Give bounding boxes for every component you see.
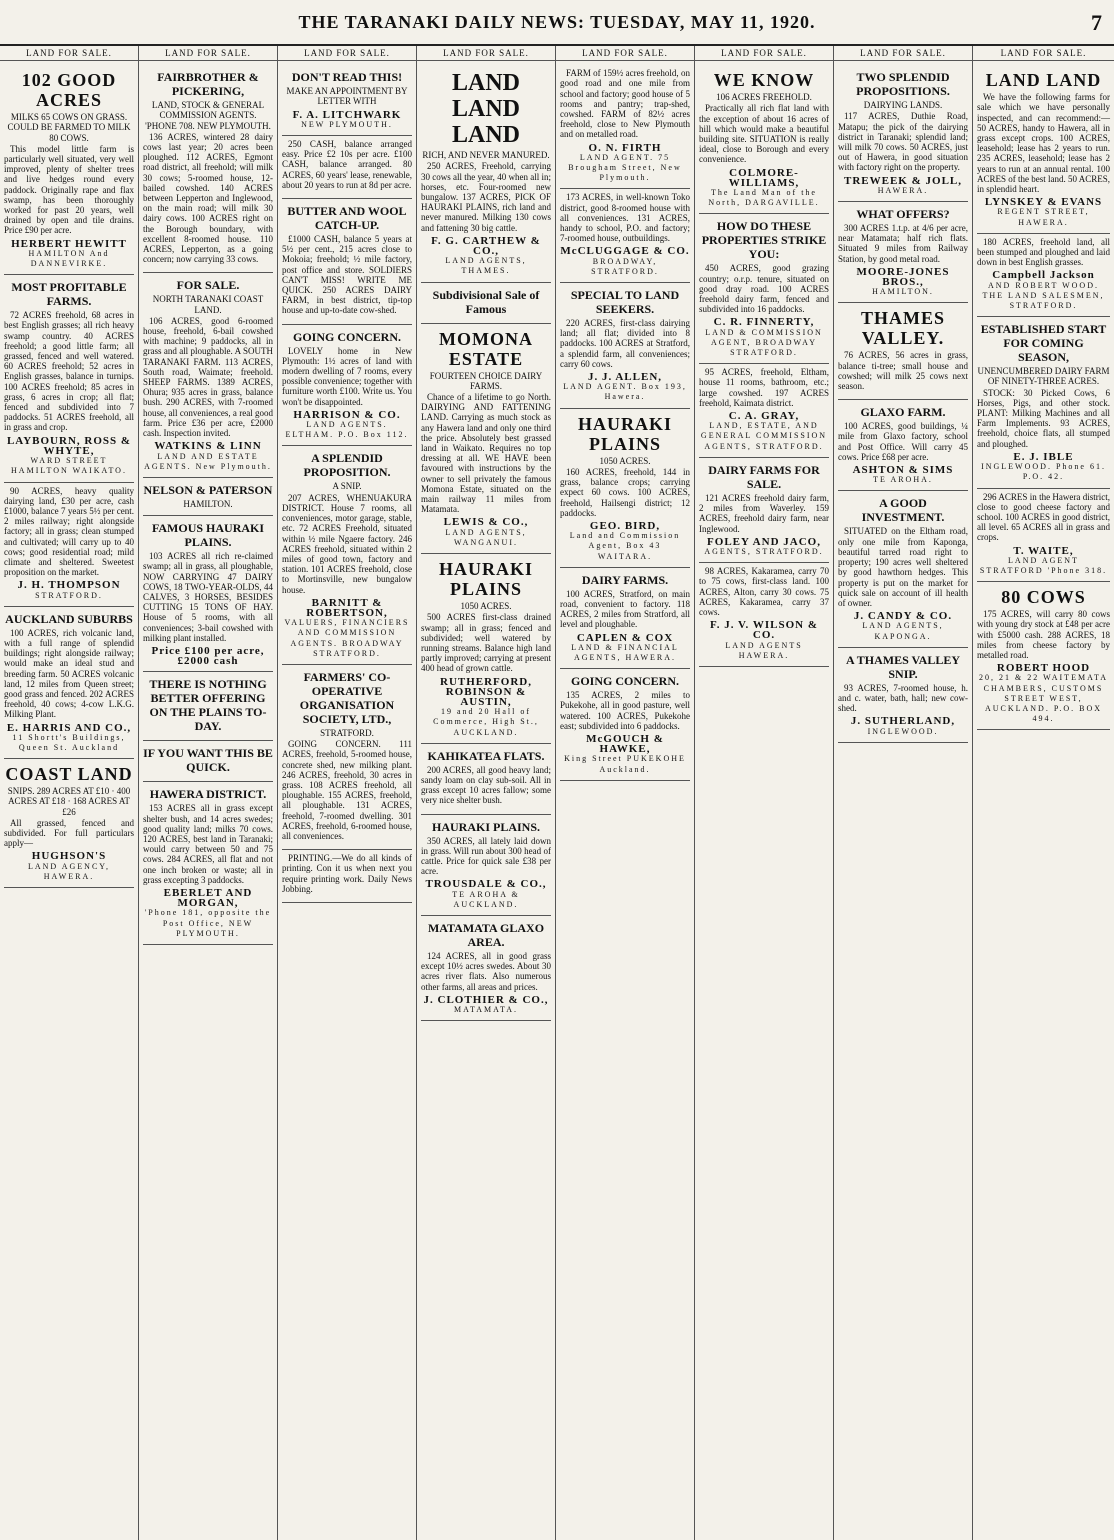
classified-ad bbox=[143, 782, 273, 945]
ad-location: The Land Man of the North, DARGAVILLE. bbox=[708, 188, 820, 208]
ad-title: FOR SALE. bbox=[176, 278, 240, 293]
column-8 bbox=[973, 46, 1114, 1540]
ad-agent: E. J. IBLE bbox=[1013, 450, 1074, 463]
ad-agent: HARRISON & CO. bbox=[293, 408, 401, 421]
ad-agent: HERBERT HEWITT bbox=[11, 237, 127, 250]
ad-body: 160 ACRES, freehold, 144 in grass, balance crops; carrying expect 60 cows. 100 ACRES, freehold, Hailsengi district; 12 paddocks. bbox=[560, 466, 690, 518]
ad-title: ESTABLISHED START FOR COMING SEASON, bbox=[980, 322, 1107, 365]
classified-ad bbox=[421, 283, 551, 324]
column-heading: LAND FOR SALE. bbox=[834, 46, 972, 61]
column-heading: LAND FOR SALE. bbox=[695, 46, 833, 61]
ad-body: 250 CASH, balance arranged easy. Price £2 10s per acre. £100 CASH, balance arranged. 80 ACRES, 60 years' lease, renewable, about 20 years to run at 8d per acre. bbox=[282, 139, 412, 190]
ad-title: HAURAKI PLAINS. bbox=[431, 819, 540, 834]
classified-ad bbox=[560, 65, 690, 189]
ad-agent: J. H. THOMPSON bbox=[17, 579, 121, 592]
column-6 bbox=[695, 46, 834, 1540]
classified-ad bbox=[838, 648, 968, 743]
ad-title: A SPLENDID PROPOSITION. bbox=[303, 451, 391, 480]
ad-agent: EBERLET AND MORGAN, bbox=[163, 886, 253, 910]
ad-title: HOW DO THESE PROPERTIES STRIKE YOU: bbox=[701, 219, 827, 262]
classified-ad bbox=[143, 478, 273, 516]
classified-ad bbox=[699, 364, 829, 458]
ad-subtitle: 1050 ACRES. bbox=[460, 601, 512, 612]
ad-location: MATAMATA. bbox=[453, 1004, 519, 1014]
classified-ad bbox=[838, 400, 968, 491]
ad-body: 350 ACRES, all lately laid down in grass. Will run about 300 head of cattle. Price for quick sale £38 per acre. bbox=[421, 835, 551, 877]
ad-title: HAURAKI PLAINS bbox=[438, 559, 533, 600]
ad-subtitle: RICH, AND NEVER MANURED. bbox=[422, 150, 550, 161]
classified-ad bbox=[699, 563, 829, 667]
ad-agent: WATKINS & LINN bbox=[154, 440, 262, 453]
classified-ad bbox=[699, 214, 829, 364]
classified-ad bbox=[838, 202, 968, 303]
ad-body: 98 ACRES, Kakaramea, carry 70 to 75 cows, first-class land. 100 ACRES, Alton, carry 30 cows. 75 ACRES, Kakaramea, carry 37 cows. bbox=[699, 566, 829, 617]
ad-body: 200 ACRES, all good heavy land; sandy loam on clay sub-soil. All in grass except 10 acres fallow; some very nice shelter bush. bbox=[421, 764, 551, 806]
column-heading: LAND FOR SALE. bbox=[417, 46, 555, 61]
ad-agent: MOORE-JONES BROS., bbox=[856, 265, 950, 289]
ad-location: King Street PUKEKOHE Auckland. bbox=[564, 754, 686, 774]
classified-ad bbox=[143, 273, 273, 477]
ad-title: FARMERS' CO-OPERATIVE ORGANISATION SOCIETY, LTD., bbox=[299, 669, 395, 726]
classified-ad bbox=[4, 65, 134, 275]
ad-subtitle: 1050 ACRES. bbox=[599, 455, 651, 466]
ad-location: LAND AGENTS, THAMES. bbox=[445, 256, 527, 276]
ad-title: TWO SPLENDID PROPOSITIONS. bbox=[856, 70, 950, 99]
ad-body: 450 ACRES, good grazing country; o.r.p. tenure, situated on good dray road. 100 ACRES freehold dairy farm, fenced and subdivided into 16 paddocks. bbox=[699, 263, 829, 315]
ad-body: 103 ACRES all rich re-claimed swamp; all in grass, all ploughable, NOW CARRYING 47 DAIRY COWS, 18 TWO-YEAR-OLDS, 44 CALVES, 3 HORSES, BESIDES CUTTING 15 TONS OF HAY. House of 5 rooms, with all conveniences; 3-bail cowshed with milking plant installed. bbox=[143, 551, 273, 643]
column-2 bbox=[139, 46, 278, 1540]
ad-location: HAMILTON And DANNEVIRKE. bbox=[28, 248, 110, 269]
ad-title: WHAT OFFERS? bbox=[856, 207, 950, 222]
ad-agent: LAYBOURN, ROSS & WHYTE, bbox=[6, 434, 132, 457]
ad-agent: Campbell Jackson bbox=[992, 269, 1095, 282]
classified-ad bbox=[421, 815, 551, 916]
ad-body: GOING CONCERN. 111 ACRES, freehold, 5-roomed house, concrete shed, new milking plant. 246 ACRES, freehold, 30 acres in grass. 108 ACRES freehold, all ploughable. 155 ACRES, freehold, all ploughable. 131 ACRES, freehold, 7-roomed dwelling. 301 ACRES, freehold, 6-roomed house, all conveniences. bbox=[282, 739, 412, 841]
ad-title: BUTTER AND WOOL CATCH-UP. bbox=[287, 204, 407, 233]
classified-ad bbox=[421, 554, 551, 744]
ad-agent: C. R. FINNERTY, bbox=[713, 316, 815, 329]
classified-ad bbox=[143, 741, 273, 782]
ad-body: 173 ACRES, in well-known Toko district, good 8-roomed house with all conveniences. 131 ACRES, handy to school, P.O. and factory; 7-roomed house, outbuildings. bbox=[560, 192, 690, 244]
ad-location: LAND & FINANCIAL AGENTS, HAWERA. bbox=[571, 642, 679, 662]
ad-agent: F. J. V. WILSON & CO. bbox=[710, 619, 818, 642]
ad-agent: O. N. FIRTH bbox=[588, 141, 662, 154]
ad-body: 250 ACRES, Freehold, carrying 30 cows all the year, 40 when all in; horses, etc. Four-roomed new bungalow. 137 ACRES, PICK OF HAURAKI PLAINS, rich land and never manured. Milking 130 cows and fattening 30 big cattle. bbox=[421, 161, 551, 233]
ad-subtitle: A SNIP. bbox=[332, 481, 362, 492]
classified-ad bbox=[282, 136, 412, 199]
ad-location: TE AROHA. bbox=[873, 475, 933, 485]
ad-body: SITUATED on the Eltham road, only one mile from Kaponga, beautiful tarred road right to property; 190 acres well sheltered by good hawthorn hedges. This property is put on the market for quick sale on account of ill health of owner. bbox=[838, 526, 968, 608]
ad-agent: E. HARRIS AND CO., bbox=[6, 721, 132, 734]
page-title: THE TARANAKI DAILY NEWS: TUESDAY, MAY 11, 1920. bbox=[298, 12, 816, 32]
ad-title: DAIRY FARMS FOR SALE. bbox=[708, 462, 820, 491]
ad-location: TE AROHA & AUCKLAND. bbox=[452, 889, 520, 909]
ad-body: 300 ACRES 1.t.p. at 4/6 per acre, near Matamata; half rich flats. Situated 9 miles from Railway Station, by good metal road. bbox=[838, 223, 968, 264]
ad-agent: LEWIS & CO., bbox=[443, 516, 529, 529]
classified-ad bbox=[560, 669, 690, 781]
ad-location: STRATFORD. bbox=[35, 590, 103, 600]
ad-title: WE KNOW bbox=[713, 70, 815, 91]
ad-agent: J. SUTHERLAND, bbox=[850, 715, 956, 728]
ad-title: GOING CONCERN. bbox=[570, 674, 679, 689]
ad-location: LAND AGENTS. ELTHAM. P.O. Box 112. bbox=[285, 420, 409, 440]
ad-subtitle: HAMILTON. bbox=[183, 498, 233, 509]
column-heading: LAND FOR SALE. bbox=[556, 46, 694, 61]
ad-location: INGLEWOOD. bbox=[867, 726, 939, 736]
classified-ad bbox=[560, 409, 690, 568]
ad-title: A THAMES VALLEY SNIP. bbox=[845, 652, 961, 681]
ad-subtitle: SNIPS. 289 ACRES AT £10 · 400 ACRES AT £18 · 168 ACRES AT £26 bbox=[7, 786, 131, 817]
ad-title: HAURAKI PLAINS bbox=[577, 413, 672, 454]
ad-location: HAMILTON. bbox=[872, 287, 934, 297]
ad-body: Chance of a lifetime to go North. DAIRYING AND FATTENING LAND. Carrying as much stock as any Hawera land and only one third the price. Absolutely best grassed land in Waikato. Requires no top dressing at all. WE HAVE been favoured with instructions by the owner to sell privately the famous Momona Estate, situated on the main railway 11 miles from Matamata. bbox=[421, 392, 551, 515]
ad-agent: LYNSKEY & EVANS bbox=[984, 196, 1103, 209]
ad-title: Subdivisional Sale of Famous bbox=[432, 287, 540, 316]
ad-title: MOMONA ESTATE bbox=[439, 328, 533, 369]
classified-ad bbox=[421, 324, 551, 554]
ad-agent: ROBERT HOOD bbox=[996, 662, 1091, 675]
ad-title: KAHIKATEA FLATS. bbox=[427, 748, 545, 763]
ad-subtitle: UNENCUMBERED DAIRY FARM OF NINETY-THREE ACRES. bbox=[977, 366, 1110, 387]
classified-ad bbox=[560, 189, 690, 283]
ad-body: All grassed, fenced and subdivided. For full particulars apply— bbox=[4, 817, 134, 849]
column-heading: LAND FOR SALE. bbox=[973, 46, 1114, 61]
classified-ad bbox=[4, 275, 134, 482]
ad-body: STOCK: 30 Picked Cows, 6 Horses, Pigs, and other stock. PLANT: Milking Machines and all Farm Implements. 93 ACRES, freehold, choice flats, all stumped and ploughed. bbox=[977, 387, 1110, 449]
ad-title: THAMES VALLEY. bbox=[860, 308, 945, 349]
ad-location: 19 and 20 Hall of Commerce, High St., AUCKLAND. bbox=[433, 707, 539, 737]
ad-body: 106 ACRES, good 6-roomed house, freehold, 6-bail cowshed with machine; 9 paddocks, all in grass and all ploughable. A SOUTH TARANAKI FARM. 113 ACRES, South road, Waimate; freehold. SHEEP FARMS. 1389 ACRES, Ohura; 935 acres in grass, balance bush. 290 ACRES, with 7-roomed house, all conveniences, a real good farm. Price £36 per acre, £2000 cash. Inspection invited. bbox=[143, 315, 273, 439]
ad-subtitle: 106 ACRES FREEHOLD. bbox=[716, 92, 812, 103]
ad-body: 90 ACRES, heavy quality dairying land, £30 per acre, cash £1000, balance 7 years 5½ per cent. 2 miles railway; right alongside factory; all in grass; clean stumped and cultivated; will carry up to 40 cows; good residential road; mild climate and sheltered. Sweetest proposition on the market. bbox=[4, 485, 134, 578]
ad-location: BROADWAY, STRATFORD. bbox=[591, 256, 659, 276]
ad-location: AGENTS, STRATFORD. bbox=[704, 546, 824, 556]
ad-location: LAND & COMMISSION AGENT, BROADWAY STRATFORD. bbox=[705, 327, 823, 358]
ad-agent: J. CANDY & CO. bbox=[853, 610, 953, 623]
classified-ad bbox=[143, 65, 273, 273]
ad-title: MOST PROFITABLE FARMS. bbox=[11, 280, 127, 309]
ad-agent: McCLUGGAGE & CO. bbox=[560, 245, 690, 258]
classified-ad bbox=[560, 568, 690, 669]
ad-body: LOVELY home in New Plymouth: 1½ acres of land with modern dwelling of 7 rooms, every possible convenience; together with furniture worth £100. Write us. You won't be disappointed. bbox=[282, 345, 412, 407]
ad-location: LAND AGENTS, WANGANUI. bbox=[445, 527, 527, 547]
ad-agent: GEO. BIRD, bbox=[589, 519, 661, 532]
ad-subtitle: STRATFORD. bbox=[320, 727, 374, 738]
ad-title: AUCKLAND SUBURBS bbox=[5, 611, 133, 626]
column-5 bbox=[556, 46, 695, 1540]
ad-subtitle: MAKE AN APPOINTMENT BY LETTER WITH bbox=[286, 86, 408, 107]
column-heading: LAND FOR SALE. bbox=[139, 46, 277, 61]
ad-body: 135 ACRES, 2 miles to Pukekohe, all in good pasture, well watered. 100 ACRES, Pukekohe east; subdivided into 6 paddocks. bbox=[560, 690, 690, 731]
ad-body: This model little farm is particularly well situated, very well improved, plenty of shelter trees and live hedges round every paddock. Originally rape and flax swamp, has been thoroughly worked for past 20 years, well drained by open and tile drains. Price £90 per acre. bbox=[4, 143, 134, 236]
ad-agent: Price £100 per acre, £2000 cash bbox=[151, 644, 265, 668]
ad-location: HAWERA. bbox=[877, 185, 929, 195]
ad-title: LAND LAND LAND bbox=[451, 70, 520, 149]
ad-location: LAND AGENCY, HAWERA. bbox=[27, 861, 111, 881]
ad-body: 124 ACRES, all in good grass except 10½ acres swedes. About 30 acres river flats. Also numerous other farms, all areas and prices. bbox=[421, 950, 551, 992]
column-4 bbox=[417, 46, 556, 1540]
ad-body: 136 ACRES, wintered 28 dairy cows last year; 20 acres been ploughed. 112 ACRES, Egmont road district, all freehold; will milk 30 cows; 5-roomed house, 12-bailed cowshed. 140 ACRES between Lepperton and Inglewood, on the main road; will milk 30 dairy cows. 100 ACRES right on the Borough boundary, with excellent 8-roomed house. 110 ACRES, Lepperton, as a going concern; now carrying 33 cows. bbox=[143, 131, 273, 265]
ad-agent: C. A. GRAY, bbox=[728, 410, 800, 423]
ad-title: FAMOUS HAURAKI PLAINS. bbox=[151, 521, 265, 550]
ad-agent: HUGHSON'S bbox=[31, 850, 107, 863]
ad-body: 100 ACRES, rich volcanic land, with a full range of splendid buildings; right alongside railway; would make an ideal stud and breeding farm. 50 ACRES volcanic land, 12 miles from Queen street; good grass and fenced. 202 ACRES freehold, 40 cows; 4-cow L.K.G. Milking Plant. bbox=[4, 627, 134, 720]
classified-ad bbox=[143, 516, 273, 672]
ad-title: DON'T READ THIS! bbox=[291, 70, 403, 85]
ad-subtitle: NORTH TARANAKI COAST LAND. bbox=[152, 294, 264, 315]
classified-ad bbox=[838, 65, 968, 202]
ad-location: LAND AND ESTATE AGENTS. New Plymouth. bbox=[144, 451, 272, 471]
ad-body: 153 ACRES all in grass except shelter bush, and 14 acres swedes; good quality land; milks 70 cows. 120 ACRES, best land in Taranaki; would carry between 50 and 75 cows. 284 ACRES, all flat and not one inch broken or waste; all in grass excepting 3 paddocks. bbox=[143, 803, 273, 885]
classified-ad bbox=[282, 199, 412, 325]
classified-ad bbox=[143, 672, 273, 741]
ad-location: LAND AGENT. Box 193, Hawera. bbox=[563, 382, 687, 402]
ad-body: £1000 CASH, balance 5 years at 5½ per cent., 215 acres close to Mokoia; freehold; ½ mile factory, post office and store. SOLDIERS CAN'T MISS! WRITE ME QUICK. 250 ACRES DAIRY FARM, in best district, tip-top house and up-to-date cow-shed. bbox=[282, 234, 412, 316]
ad-title: FAIRBROTHER & PICKERING, bbox=[157, 70, 259, 99]
classified-ad bbox=[282, 325, 412, 447]
classified-ad bbox=[4, 483, 134, 607]
ad-agent: F. A. LITCHWARK bbox=[292, 108, 402, 121]
ad-subtitle: LAND, STOCK & GENERAL COMMISSION AGENTS. 'PHONE 708. NEW PLYMOUTH. bbox=[145, 100, 271, 131]
ad-agent: F. G. CARTHEW & CO., bbox=[431, 234, 541, 258]
ad-agent: J. J. ALLEN, bbox=[587, 371, 663, 384]
ad-body: 175 ACRES, will carry 80 cows with young dry stock at £48 per acre with £5000 cash. 288 ACRES, 18 miles from cheese factory by metalled road. bbox=[977, 609, 1110, 660]
classified-ad bbox=[838, 303, 968, 400]
column-3 bbox=[278, 46, 417, 1540]
classified-ad bbox=[421, 744, 551, 815]
ad-title: COAST LAND bbox=[5, 764, 133, 785]
ad-agent: J. CLOTHIER & CO., bbox=[423, 993, 549, 1006]
classified-ad bbox=[838, 491, 968, 647]
classified-ad bbox=[699, 458, 829, 563]
ad-agent: COLMORE-WILLIAMS, bbox=[728, 166, 800, 189]
ad-subtitle: MILKS 65 COWS ON GRASS. COULD BE FARMED TO MILK 80 COWS. bbox=[7, 112, 131, 143]
ad-location: LAND AGENT STRATFORD 'Phone 318. bbox=[979, 555, 1108, 575]
classified-ad bbox=[282, 850, 412, 903]
classified-ad bbox=[977, 489, 1110, 583]
classified-ad bbox=[699, 65, 829, 214]
ad-title: NELSON & PATERSON bbox=[143, 482, 273, 497]
ad-body: 76 ACRES, 56 acres in grass, balance ti-tree; small house and cowshed; will milk 25 cows next season. bbox=[838, 350, 968, 392]
ad-body: 207 ACRES, WHENUAKURA DISTRICT. House 7 rooms, all conveniences, motor garage, stable, etc. 72 ACRES Freehold, situated within ½ mile Ngaere factory. 246 ACRES freehold, situated within 2 miles of good town, factory and station. 101 ACRES freehold, close to Mortinsville, new bungalow house. bbox=[282, 492, 412, 595]
ad-body: 296 ACRES in the Hawera district, close to good cheese factory and school. 100 ACRES in good district, all level. 65 ACRES all in grass and crops. bbox=[977, 491, 1110, 543]
ad-body: 180 ACRES, freehold land, all been stumped and ploughed and laid down in best English grasses. bbox=[977, 236, 1110, 268]
ad-agent: CAPLEN & COX bbox=[576, 631, 674, 644]
ad-location: 'Phone 181, opposite the Post Office, NEW PLYMOUTH. bbox=[144, 908, 272, 938]
ad-title: LAND LAND bbox=[985, 70, 1102, 91]
classified-ad bbox=[977, 65, 1110, 234]
ad-title: GOING CONCERN. bbox=[292, 329, 401, 344]
ad-body: 117 ACRES, Duthie Road, Matapu; the pick of the dairying district in Taranaki; splendid land; will milk 70 cows. 50 ACRES, just out of Hawera, in good situation with factory right on the property. bbox=[838, 111, 968, 173]
ad-location: NEW PLYMOUTH. bbox=[301, 119, 393, 129]
ad-title: 102 GOOD ACRES bbox=[21, 70, 117, 111]
classified-ad bbox=[977, 317, 1110, 488]
ad-body: 72 ACRES freehold, 68 acres in best English grasses; all rich heavy swamp country. 40 ACRES freehold; a good little farm; all grassed, fenced and well watered. 60 ACRES freehold; 52 acres in English grasses, balance in turnips. 100 ACRES freehold; 85 acres in grass, 6 acres in crop; all flat; fenced and subdivided into 7 paddocks. 51 ACRES freehold, all in grass and crop. bbox=[4, 310, 134, 433]
column-heading: LAND FOR SALE. bbox=[278, 46, 416, 61]
ad-location: REGENT STREET, HAWERA. bbox=[997, 207, 1090, 227]
ad-title: SPECIAL TO LAND SEEKERS. bbox=[570, 288, 680, 317]
classified-ad bbox=[977, 234, 1110, 317]
ad-body: 100 ACRES, Stratford, on main road, convenient to factory. 118 ACRES, 2 miles from Stratford, all level and ploughable. bbox=[560, 588, 690, 630]
ad-body: 121 ACRES freehold dairy farm, 2 miles from Waverley. 159 ACRES, freehold dairy farm, near Inglewood. bbox=[699, 492, 829, 534]
ad-agent: TREWEEK & JOLL, bbox=[844, 174, 962, 187]
classified-ad bbox=[282, 665, 412, 850]
classified-ad bbox=[282, 65, 412, 136]
classified-ad bbox=[282, 446, 412, 664]
columns-container bbox=[0, 46, 1114, 1540]
ad-location: 11 Shortt's Buildings, Queen St. Auckland bbox=[12, 732, 126, 752]
ad-body: FARM of 159½ acres freehold, on good road and one mile from school and factory; good house of 5 rooms and pantry; trap-shed, cowshed. FARM of 82½ acres freehold, close to New Plymouth and on metalled road. bbox=[560, 68, 690, 140]
classified-ad bbox=[4, 759, 134, 888]
ad-body: We have the following farms for sale which we have personally inspected, and can recommend:— 50 ACRES, handy to Hawera, all in grass except crops. 100 ACRES, leasehold; lease has 2 years to run. 235 ACRES, leasehold; lease has 2 years to run at an annual rental. 100 ACRES of the best land. 50 ACRES, in splendid heart. bbox=[977, 92, 1111, 195]
ad-location: 20, 21 & 22 WAITEMATA CHAMBERS, CUSTOMS STREET WEST, AUCKLAND. P.O. BOX 494. bbox=[979, 673, 1108, 724]
ad-body: 100 ACRES, good buildings, ¼ mile from Glaxo factory, school and Post Office. Will carry 45 cows. Price £68 per acre. bbox=[838, 421, 968, 462]
ad-agent: T. WAITE, bbox=[1013, 544, 1074, 557]
ad-body: 500 ACRES first-class drained swamp; all in grass; fenced and subdivided; well watered by running streams. Balance high land partly improved; carrying at present 400 head of grown cattle. bbox=[421, 612, 551, 674]
ad-title: HAWERA DISTRICT. bbox=[149, 787, 267, 802]
ad-location: LAND AGENT. 75 Brougham Street, New Plymouth. bbox=[568, 152, 682, 183]
ad-agent: McGOUCH & HAWKE, bbox=[586, 732, 664, 756]
ad-location: LAND AGENTS HAWERA. bbox=[725, 640, 803, 660]
ad-agent: ASHTON & SIMS bbox=[852, 464, 954, 477]
ad-location: AND ROBERT WOOD. THE LAND SALESMEN, STRATFORD. bbox=[982, 280, 1105, 311]
ad-body: 95 ACRES, freehold, Eltham, house 11 rooms, bathroom, etc.; large cowshed. 197 ACRES freehold, Kaimata district. bbox=[699, 367, 829, 408]
column-heading: LAND FOR SALE. bbox=[0, 46, 138, 61]
ad-agent: FOLEY AND JACO, bbox=[707, 535, 821, 548]
ad-location: LAND AGENTS, KAPONGA. bbox=[862, 621, 944, 641]
ad-location: VALUERS, FINANCIERS AND COMMISSION AGENTS. BROADWAY STRATFORD. bbox=[284, 618, 410, 658]
ad-location: WARD STREET HAMILTON WAIKATO. bbox=[11, 456, 127, 476]
ad-subtitle: FOURTEEN CHOICE DAIRY FARMS. bbox=[429, 370, 543, 391]
classified-ad bbox=[977, 582, 1110, 730]
classified-ad bbox=[4, 607, 134, 759]
ad-body: 220 ACRES, first-class dairying land; all flat; divided into 8 paddocks. 100 ACRES at Stratford, a splendid farm, all conveniences; carry 60 cows. bbox=[560, 318, 690, 369]
column-1 bbox=[0, 46, 139, 1540]
ad-title: GLAXO FARM. bbox=[860, 405, 946, 420]
column-7 bbox=[834, 46, 973, 1540]
page-number: 7 bbox=[1091, 10, 1102, 35]
ad-body: Practically all rich flat land with the exception of about 16 acres of hill which would make a beautiful building site. SITUATION is really ideal, close to Borough and every convenience. bbox=[699, 103, 829, 165]
ad-title: 80 COWS bbox=[1001, 587, 1086, 608]
ad-title: THERE IS NOTHING BETTER OFFERING ON THE PLAINS TO-DAY. bbox=[149, 677, 267, 734]
ad-agent: TROUSDALE & CO., bbox=[425, 878, 547, 891]
classified-ad bbox=[421, 916, 551, 1021]
ad-title: IF YOU WANT THIS BE QUICK. bbox=[143, 746, 273, 775]
ad-subtitle: DAIRYING LANDS. bbox=[863, 100, 943, 111]
ad-title: DAIRY FARMS. bbox=[581, 572, 669, 587]
ad-location: Land and Commission Agent, Box 43 WAITARA. bbox=[569, 531, 681, 561]
ad-location: LAND, ESTATE, AND GENERAL COMMISSION AGENTS, STRATFORD. bbox=[700, 421, 828, 451]
ad-body: 93 ACRES, 7-roomed house, h. and c. water, bath, hall; new cow-shed. bbox=[838, 682, 968, 714]
ad-body: PRINTING.—We do all kinds of printing. Con it us when next you require printing work. Daily News Jobbing. bbox=[282, 853, 412, 894]
classified-ad bbox=[560, 283, 690, 409]
masthead bbox=[0, 0, 1114, 46]
ad-agent: RUTHERFORD, ROBINSON & AUSTIN, bbox=[440, 675, 532, 708]
ad-agent: BARNITT & ROBERTSON, bbox=[306, 596, 388, 619]
ad-location: INGLEWOOD. Phone 61. P.O. 42. bbox=[981, 462, 1106, 482]
ad-title: A GOOD INVESTMENT. bbox=[861, 496, 945, 525]
classified-ad bbox=[421, 65, 551, 282]
ad-title: MATAMATA GLAXO AREA. bbox=[427, 920, 545, 949]
